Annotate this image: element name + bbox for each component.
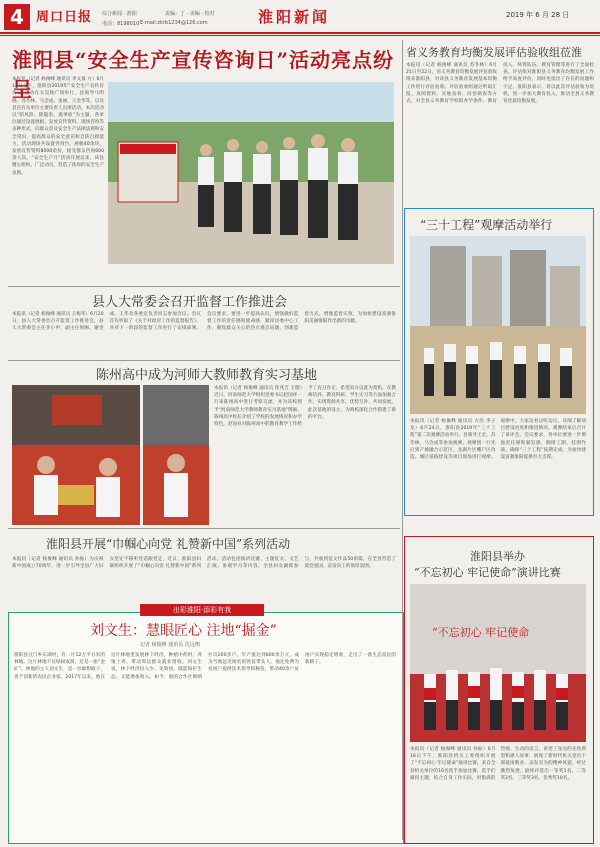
- header-meta-left: 综合新闻 · 淮阳: [102, 11, 137, 17]
- page-header: [0, 0, 600, 36]
- speech-headline-1: 淮阳县举办: [470, 550, 525, 563]
- safety-headline: 淮阳县“安全生产宣传咨询日”活动亮点纷呈: [12, 48, 395, 101]
- compulsory-body: 本报讯（记者 杨俊峰 通讯员 苏冬林）6月21日至22日，省义务教育均衡发展评估验收组来淮阳县，对该县义务教育发展基本均衡工作进行评估验收。评估验收组通过听取汇报、查阅资料、实地查看、问卷调查等方式，对全县义务教育学校的办学条件、教育投入、师资队伍、教育管理等进行了全面检查。评估组对淮阳县义务教育均衡发展工作给予高度评价，同时也指出了存在的问题和不足。淮阳县表示，将以此次评估验收为契机，进一步加大教育投入，推动全县义务教育优质均衡发展。: [406, 63, 594, 105]
- speech-body: 本报讯（记者 杨俊峰 通讯员 孙振）6月18日下午，淮阳县机关工委组织开展了“不忘初心 牢记使命”演讲比赛，来自全县机关单位的16名选手参加比赛。选手们紧扣主题，结合自身工作实际，用饱满的热情、生动的语言，讲述了身边的先进典型和感人故事，展现了新时代机关党员干部爱岗敬业、奋发有为的精神风貌。经过激烈角逐，最终评选出一等奖1名、二等奖2名、三等奖3名、优秀奖10名。: [410, 747, 586, 781]
- divider: [8, 360, 400, 361]
- feature-headline: 刘文生：慧眼匠心 注地“掘金”: [90, 623, 277, 639]
- chenzhou-photo-2-graphic: [143, 385, 209, 525]
- header-rule: [0, 32, 600, 34]
- page-number: 4: [4, 4, 30, 30]
- feature-byline: 记者 杨俊峰 通讯员 沈远翔: [140, 642, 200, 648]
- chenzhou-photo-graphic: [12, 385, 140, 525]
- divider: [8, 286, 400, 287]
- issue-date: 2019 年 6 月 28 日: [506, 11, 570, 19]
- feature-body: 淮阳县豆门乡东湖村，有一片12万平方米的林地。这片林地不仅绿树成荫，还是一座“金矿”。林地的主人刘文生，是一位敢想敢干、善于创新的农民企业家。2017年以来，他在这片林地里发展林下经济，种植中药材、养殖土鸡，带动周边群众就业增收。刘文生说，林下经济投入少、见效快，既能保护生态，又能增加收入。如今，他的合作社吸纳社员200多户，年产值达到800余万元，成为当地远近闻名的致富带头人。他还免费为贫困户提供技术指导和种苗，带动40余户贫困户实现稳定增收，走出了一条生态富民的新路子。: [14, 653, 396, 680]
- compulsory-headline: 省义务教育均衡发展评估验收组莅淮: [406, 46, 582, 59]
- chenzhou-photo: [12, 385, 140, 525]
- thirty-photo: [410, 236, 586, 414]
- promo-band: 出彩淮阳·添彩有我: [140, 604, 264, 616]
- divider: [8, 528, 400, 529]
- speech-photo-graphic: [410, 584, 586, 742]
- header-meta-mid: 责编：丁 · 美编 · 校对: [165, 11, 215, 17]
- column-rule: [402, 40, 403, 840]
- chenzhou-body: 本报讯（记者 杨俊峰 通讯员 崔兆吉 王德）近日，河南师范大学组织党委书记赵国祥一行来陈州高中进行考察交流，并为该校授予“河南师范大学教师教育实习基地”牌匾。陈州高中校长介绍了学校的发展情况和办学特色。赵国祥对陈州高中的教育教学工作给予了充分肯定，希望双方以此为契机，在教师培养、教育科研、学生实习等方面加强合作，实现资源共享、优势互补、共同发展。此次基地的设立，为两校深化合作搭建了新的平台。: [214, 386, 396, 428]
- thirty-body: 本报讯（记者 杨俊峰 通讯员 方浩 李子龙）6月24日，淮阳县2019年“三十工程”第二次观摩活动举行。县领导王宏、苏冬林、马会成等参加观摩。观摩团一行先后到产城融合示范区、龙湖片区棚户区改造、城区道路建设等项目现场进行观摩。观摩中，大家边看边听边议，详细了解项目建设进度和推进情况。观摩结束后召开了讲评会。会议要求，各单位要进一步增强责任感和紧迫感，倒排工期，挂图作战，确保“三十工程”按期完成，为加快建设富强淮阳提供有力支撑。: [410, 419, 586, 461]
- section-title: 淮阳新闻: [258, 8, 331, 26]
- series-headline: 淮阳县开展“巾帼心向党 礼赞新中国”系列活动: [46, 537, 291, 551]
- safety-photo-graphic: [108, 82, 394, 264]
- speech-headline-2: “不忘初心 牢记使命”演讲比赛: [414, 566, 561, 579]
- safety-caption: [108, 268, 394, 288]
- thirty-headline: “三十工程”观摩活动举行: [420, 218, 553, 232]
- chenzhou-photo-2: [143, 385, 209, 525]
- chenzhou-headline: 陈州高中成为河师大教师教育实习基地: [96, 368, 318, 383]
- paper-name: 周口日报: [36, 10, 93, 25]
- congress-headline: 县人大常委会召开监督工作推进会: [92, 295, 288, 310]
- speech-photo: [410, 584, 586, 742]
- safety-body: 本报讯（记者 杨俊峰 通讯员 李文晟 方）6月14日上午，淮阳县2019年“安全生产宣传咨询日”活动在太昊陵广场举行，县领导马明晓、苏冬林、马会成、童丽、王金华等，以及县直有关单位主要负责人出席活动。本次活动以“防风险、除隐患、遏事故”为主题，各单位通过设置展板、发放宣传资料、现场咨询等多种形式，向群众普及安全生产法律法规和安全常识，提高群众的安全意识和自防自救能力。活动现场共设置咨询台、展板40余块，发放宣传资料8000余份，接受群众咨询600余人次。“安全生产月”活动开展以来，该县精心组织，广泛动员，营造了浓厚的安全生产氛围。: [12, 77, 104, 176]
- series-body: 本报讯（记者 杨俊峰 通讯员 孙振）为庆祝新中国成立70周年，进一步引导全县广大妇女坚定不移听党话跟党走，近日，淮阳县妇联组织开展了“巾帼心向党 礼赞新中国”系列活动。活动包括演讲比赛、主题征文、文艺汇演、参观学习等内容，全县妇女踊跃参与，共收到征文作品50余篇，在全县营造了爱党爱国、奋发向上的浓厚氛围。: [12, 557, 396, 570]
- safety-photo: [108, 82, 394, 264]
- header-phone: 电话：8198010 ·: [102, 21, 143, 27]
- congress-body: 本报讯（记者 杨俊峰 通讯员 王梅华）6月20日，县人大常委会召开监督工作推进会，县人大常委会主任李小申，副主任侯刚、谢金成、王华及各委室负责同志参加会议。会议首先听取了《关于对政府工作的监督报告》，并对下一阶段的监督工作进行了安排部署。会议要求，要进一步提高认识，增强做好监督工作的责任感和使命感，紧扣县委中心工作，聚焦群众关心的热点难点问题，创新监督方式，增强监督实效，为加快建设富强淮阳美丽淮阳作出新的贡献。: [12, 312, 396, 332]
- speech-banner: “不忘初心 牢记使命: [432, 626, 530, 639]
- header-rule-thin: [0, 35, 600, 36]
- header-email: E-mail:zkrb1234@126.com: [140, 20, 208, 26]
- thirty-photo-graphic: [410, 236, 586, 414]
